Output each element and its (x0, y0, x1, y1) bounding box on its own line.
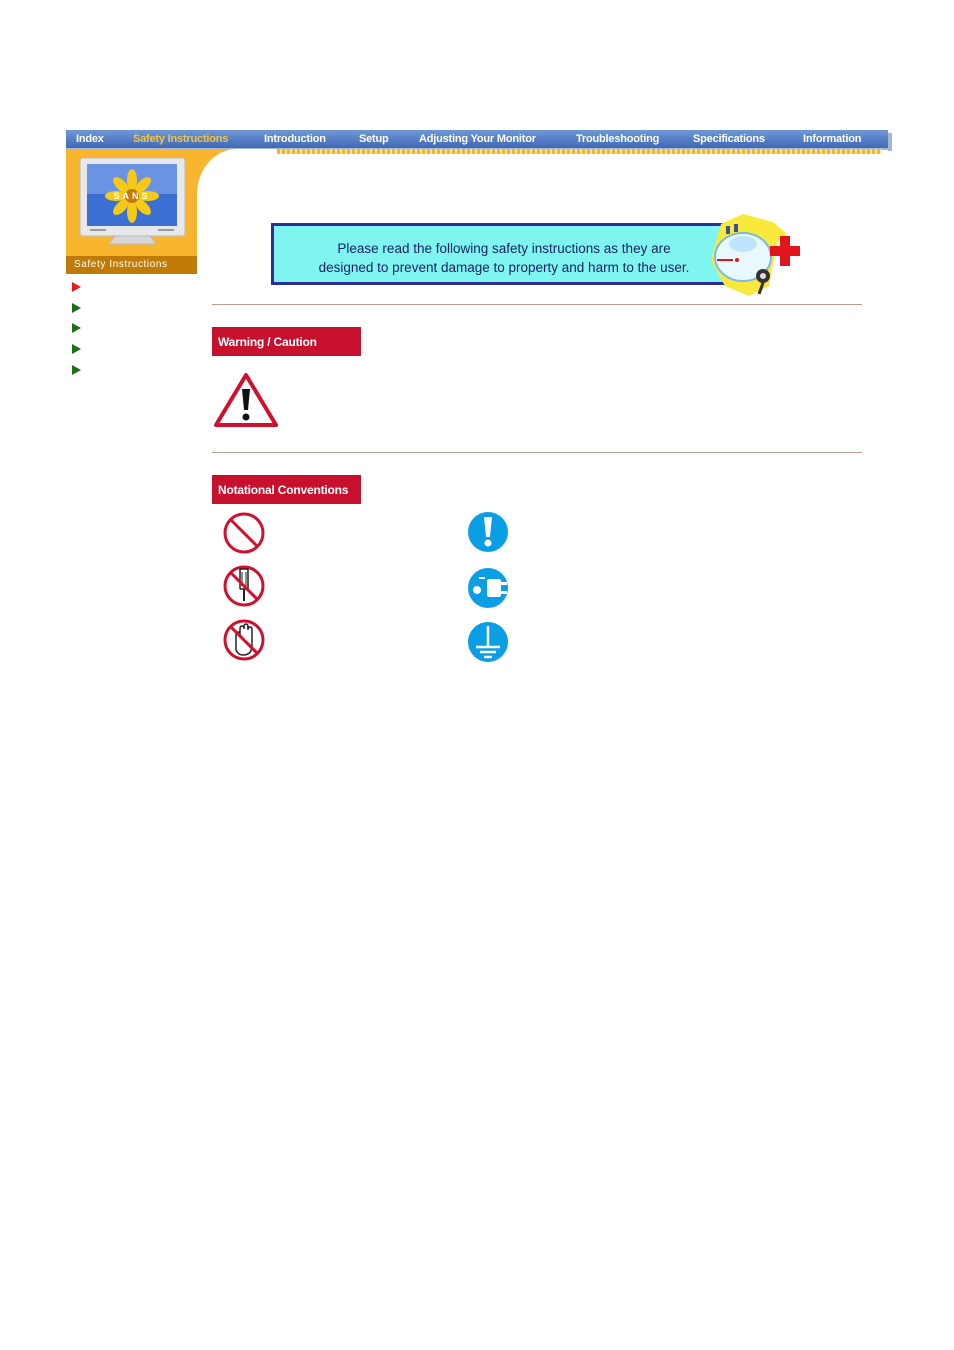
sidebar-bullet-1[interactable] (72, 282, 81, 292)
important-icon (465, 510, 511, 554)
unplug-icon (465, 566, 511, 610)
banner-line-1: Please read the following safety instructions as they are (337, 241, 671, 256)
sidebar-bullet-5[interactable] (72, 365, 81, 375)
sidebar-bullet-2[interactable] (72, 303, 81, 313)
nav-information[interactable]: Information (803, 133, 862, 145)
sidebar-bullet-3[interactable] (72, 323, 81, 333)
sidebar-bullet-4[interactable] (72, 344, 81, 354)
do-not-touch-icon (221, 617, 267, 663)
nav-introduction[interactable]: Introduction (264, 133, 326, 145)
nav-shadow (888, 133, 892, 151)
ground-icon (465, 620, 511, 664)
notational-conventions-label: Notational Conventions (212, 475, 361, 504)
top-nav-bar (66, 130, 888, 150)
nav-index[interactable]: Index (76, 133, 104, 145)
safety-notice-banner (271, 223, 733, 285)
nav-setup[interactable]: Setup (359, 133, 389, 145)
prohibited-icon (221, 510, 267, 556)
do-not-disassemble-icon (221, 563, 267, 609)
decorative-dot-strip (197, 149, 881, 154)
divider-2 (212, 452, 862, 453)
warning-triangle-icon (213, 372, 279, 428)
nav-safety-instructions[interactable]: Safety Instructions (133, 133, 229, 145)
ambulance-mascot-icon (703, 212, 811, 298)
nav-adjusting-monitor[interactable]: Adjusting Your Monitor (419, 133, 536, 145)
banner-line-2: designed to prevent damage to property and harm to the user. (318, 260, 690, 275)
monitor-brand-text: SANS (113, 191, 151, 201)
banner-text (274, 239, 734, 277)
nav-troubleshooting[interactable]: Troubleshooting (576, 133, 660, 145)
warning-caution-label: Warning / Caution (212, 327, 361, 356)
divider-1 (212, 304, 862, 305)
monitor-illustration (80, 158, 185, 248)
sidebar-title: Safety Instructions (66, 256, 197, 274)
sidebar-corner-curve (197, 149, 237, 194)
nav-specifications[interactable]: Specifications (693, 133, 765, 145)
